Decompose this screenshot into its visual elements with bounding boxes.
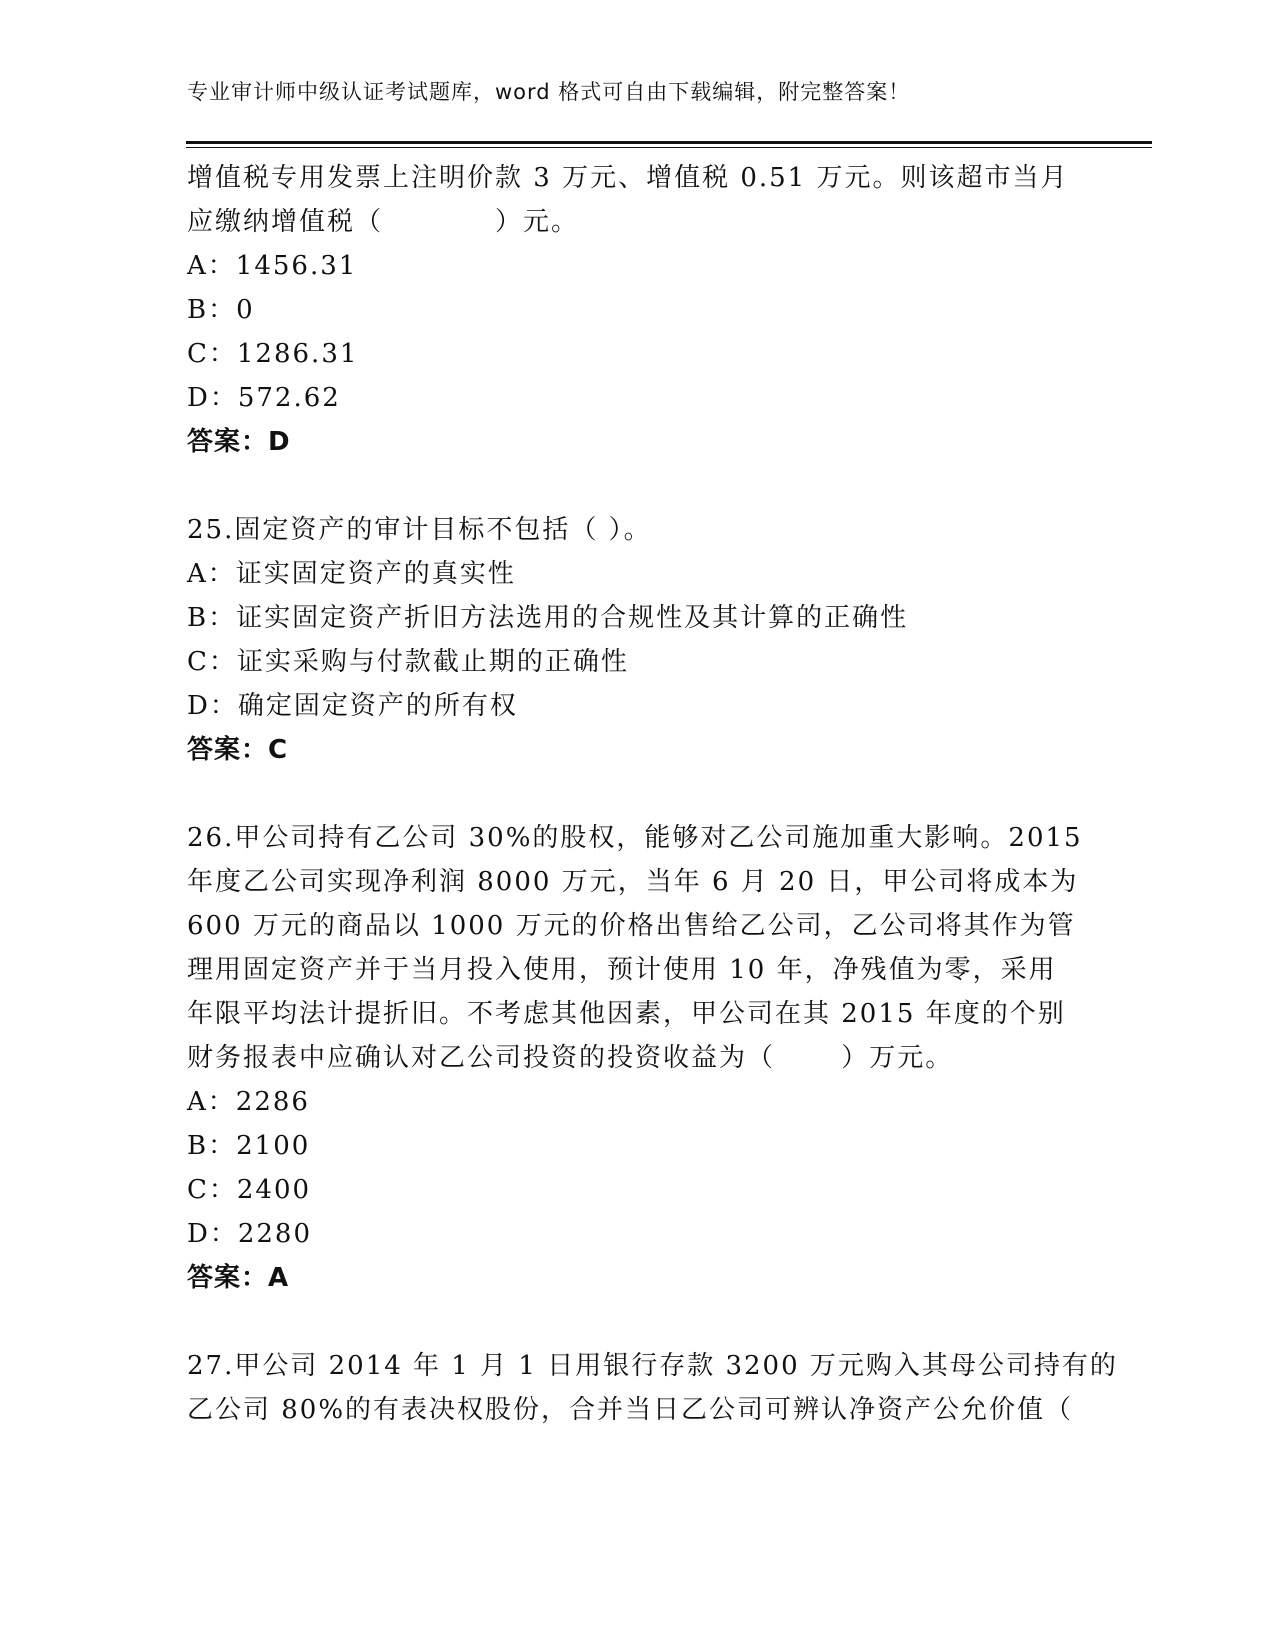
option-a: A：2286: [187, 1087, 310, 1117]
answer-line: 答案：A: [187, 1263, 290, 1293]
option-b: B：证实固定资产折旧方法选用的合规性及其计算的正确性: [187, 603, 909, 633]
question-stem-line: 26.甲公司持有乙公司 30%的股权，能够对乙公司施加重大影响。2015: [187, 823, 1083, 853]
header-rule-thick: [186, 141, 1152, 144]
question-stem-line: 25.固定资产的审计目标不包括（ ）。: [187, 515, 652, 545]
question-26: [187, 816, 1083, 1300]
question-stem-line: 乙公司 80%的有表决权股份，合并当日乙公司可辨认净资产公允价值（: [187, 1395, 1074, 1425]
question-24: [187, 156, 1067, 464]
question-27: [187, 1344, 1118, 1432]
option-a: A：1456.31: [187, 251, 358, 281]
option-b: B：0: [187, 295, 255, 325]
question-stem-line: 增值税专用发票上注明价款 3 万元、增值税 0.51 万元。则该超市当月: [187, 163, 1069, 193]
header-rule-thin: [186, 147, 1152, 148]
question-stem-line: 理用固定资产并于当月投入使用，预计使用 10 年，净残值为零，采用: [187, 955, 1057, 985]
question-stem-line: 应缴纳增值税（ ）元。: [187, 207, 580, 237]
question-25: [187, 508, 1067, 772]
page-header: 专业审计师中级认证考试题库，word 格式可自由下载编辑，附完整答案！: [187, 80, 911, 104]
spacer: [187, 464, 1067, 508]
question-stem-line: 年度乙公司实现净利润 8000 万元，当年 6 月 20 日，甲公司将成本为: [187, 867, 1079, 897]
question-stem-line: 财务报表中应确认对乙公司投资的投资收益为（ ）万元。: [187, 1043, 954, 1073]
option-c: C：2400: [187, 1175, 312, 1205]
answer-line: 答案：C: [187, 735, 289, 765]
option-a: A：证实固定资产的真实性: [187, 559, 516, 589]
question-stem-line: 年限平均法计提折旧。不考虑其他因素，甲公司在其 2015 年度的个别: [187, 999, 1066, 1029]
option-c: C：证实采购与付款截止期的正确性: [187, 647, 629, 677]
option-d: D：2280: [187, 1219, 313, 1249]
option-c: C：1286.31: [187, 339, 359, 369]
answer-line: 答案：D: [187, 427, 291, 457]
option-b: B：2100: [187, 1131, 311, 1161]
option-d: D：572.62: [187, 383, 341, 413]
question-stem-line: 27.甲公司 2014 年 1 月 1 日用银行存款 3200 万元购入其母公司持有的: [187, 1351, 1118, 1381]
spacer: [187, 1300, 1067, 1344]
question-stem-line: 600 万元的商品以 1000 万元的价格出售给乙公司，乙公司将其作为管: [187, 911, 1076, 941]
document-body: [187, 156, 1118, 1432]
spacer: [187, 772, 1067, 816]
option-d: D：确定固定资产的所有权: [187, 691, 518, 721]
